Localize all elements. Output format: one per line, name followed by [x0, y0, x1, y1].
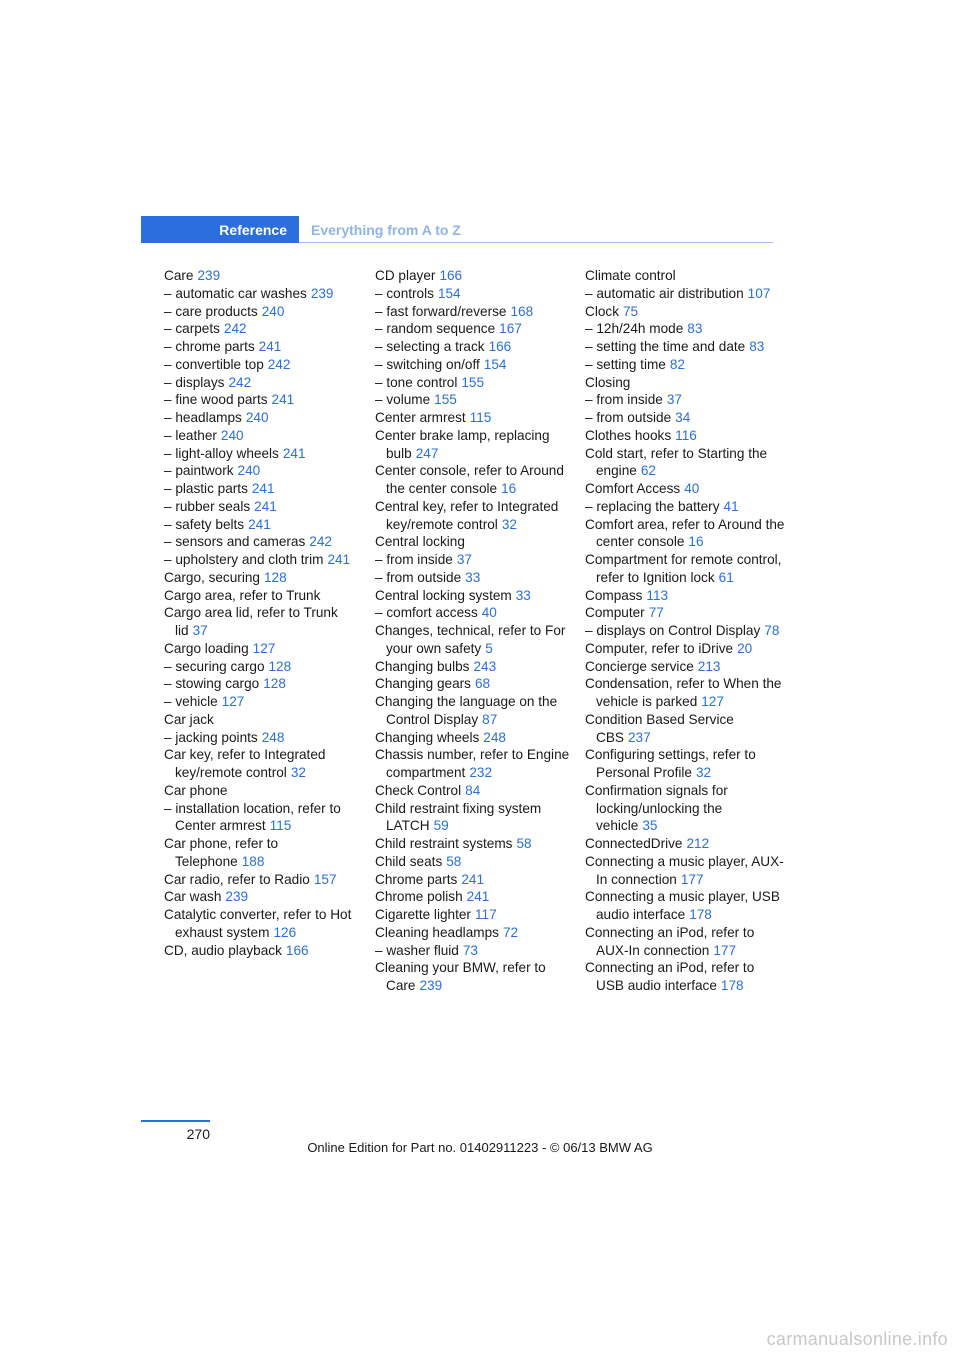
page-reference-link[interactable]: 77 — [648, 605, 664, 621]
page-reference-link[interactable]: 62 — [640, 463, 656, 479]
index-term: Child restraint fixing system LATCH — [375, 800, 542, 834]
page-reference-link[interactable]: 167 — [499, 321, 522, 337]
page-reference-link[interactable]: 232 — [469, 765, 493, 780]
index-entry — [375, 693, 575, 729]
index-entry — [375, 782, 575, 800]
page-reference-link[interactable]: 241 — [271, 392, 295, 408]
index-entry — [585, 516, 785, 552]
index-term: Car key, refer to Integrated key/remote control — [164, 747, 326, 780]
page-reference-link[interactable]: 168 — [510, 303, 534, 319]
page-reference-link[interactable]: 115 — [269, 818, 292, 834]
page-reference-link[interactable]: 107 — [747, 285, 771, 301]
page-reference-link[interactable]: 239 — [419, 978, 443, 993]
index-term: – comfort access — [375, 605, 478, 621]
index-term: – jacking points — [164, 729, 258, 745]
index-term: Center armrest — [375, 410, 466, 425]
index-term: – displays — [164, 374, 225, 390]
index-entry — [375, 320, 575, 338]
page-reference-link[interactable]: 68 — [474, 676, 491, 692]
page-reference-link[interactable]: 59 — [433, 818, 449, 834]
index-entry — [164, 267, 364, 285]
page-reference-link[interactable]: 237 — [627, 729, 651, 745]
index-term: Configuring settings, refer to Personal Profile — [585, 747, 756, 780]
index-entry — [375, 959, 575, 995]
index-entry — [375, 729, 575, 747]
index-entry — [585, 711, 785, 747]
index-term: Changes, technical, refer to For your own safety — [375, 623, 566, 656]
index-entry — [585, 445, 785, 481]
index-entry — [375, 303, 575, 321]
index-entry — [164, 711, 364, 729]
index-term: Car phone — [164, 782, 228, 798]
page-reference-link[interactable]: 127 — [701, 694, 724, 709]
index-entry — [375, 906, 575, 924]
index-term: Climate control — [585, 268, 676, 283]
index-entry — [375, 533, 575, 551]
index-term: Care — [164, 268, 194, 283]
page-reference-link[interactable]: 58 — [446, 853, 462, 869]
index-term: – installation location, refer to Center armrest — [164, 800, 341, 834]
index-entry — [164, 551, 364, 569]
index-term: – replacing the battery — [585, 498, 720, 514]
index-entry — [164, 462, 364, 480]
index-term: Closing — [585, 374, 631, 390]
page-reference-link[interactable]: 241 — [254, 498, 277, 514]
index-term: – safety belts — [164, 516, 245, 532]
index-entry — [375, 942, 575, 960]
page-reference-link[interactable]: 239 — [197, 268, 221, 283]
index-entry — [375, 409, 575, 427]
watermark: carmanualsonline.info — [766, 1329, 948, 1349]
page-reference-link[interactable]: 213 — [697, 658, 721, 674]
page-reference-link[interactable]: 243 — [473, 658, 497, 674]
index-entry — [375, 338, 575, 356]
index-term: Clothes hooks — [585, 427, 672, 443]
index-term: Cigarette lighter — [375, 907, 471, 922]
index-entry — [164, 356, 364, 374]
index-term: – controls — [375, 285, 434, 301]
index-term: Connecting a music player, AUX-In connection — [585, 853, 784, 887]
index-term: – automatic car washes — [164, 285, 307, 301]
page-reference-link[interactable]: 61 — [718, 569, 734, 585]
index-term: – stowing cargo — [164, 676, 260, 692]
page-number: 270 — [186, 1126, 210, 1142]
index-entry — [585, 356, 785, 374]
page-reference-link[interactable]: 40 — [684, 481, 700, 496]
index-term: – from outside — [585, 410, 672, 425]
index-term: Cleaning headlamps — [375, 924, 499, 940]
page-reference-link[interactable]: 41 — [723, 498, 739, 514]
index-term: Changing bulbs — [375, 658, 470, 674]
index-entry — [164, 906, 364, 942]
index-term: – chrome parts — [164, 339, 255, 354]
index-term: Changing gears — [375, 676, 471, 692]
index-entry — [164, 480, 364, 498]
index-term: Central locking — [375, 534, 465, 550]
page-reference-link[interactable]: 16 — [688, 534, 704, 550]
index-entry — [375, 853, 575, 871]
index-term: Car phone, refer to Telephone — [164, 836, 279, 869]
index-entry — [164, 374, 364, 392]
page-reference-link[interactable]: 178 — [720, 978, 744, 993]
page-reference-link[interactable]: 166 — [439, 268, 463, 283]
page-reference-link[interactable]: 75 — [623, 303, 639, 319]
index-term: Cargo area lid, refer to Trunk lid — [164, 605, 338, 638]
index-entry — [585, 374, 785, 392]
index-term: Child restraint systems — [375, 836, 513, 851]
index-entry — [585, 303, 785, 321]
index-term: Center console, refer to Around the center console — [375, 463, 564, 496]
index-term: – from inside — [585, 392, 663, 408]
index-entry — [585, 782, 785, 835]
page-reference-link[interactable]: 32 — [695, 765, 712, 780]
index-column-2 — [375, 267, 575, 995]
page-reference-link[interactable]: 240 — [220, 427, 244, 443]
index-entry — [375, 871, 575, 889]
index-term: Connecting an iPod, refer to AUX-In connection — [585, 924, 755, 958]
index-entry — [375, 462, 575, 498]
index-term: Condensation, refer to When the vehicle is parked — [585, 676, 782, 709]
page-reference-link[interactable]: 72 — [502, 924, 519, 940]
page-reference-link[interactable]: 239 — [225, 889, 249, 905]
index-term: Condition Based Service CBS — [585, 711, 734, 745]
page-reference-link[interactable]: 113 — [646, 587, 669, 603]
index-term: – automatic air distribution — [585, 285, 744, 301]
page-header — [141, 216, 773, 243]
page-reference-link[interactable]: 78 — [764, 623, 780, 638]
index-term: Catalytic converter, refer to Hot exhaust system — [164, 907, 352, 940]
page-reference-link[interactable]: 154 — [437, 285, 461, 301]
index-term: ConnectedDrive — [585, 836, 683, 851]
index-term: Comfort area, refer to Around the center console — [585, 516, 785, 550]
index-entry — [164, 640, 364, 658]
index-term: Compass — [585, 587, 643, 603]
index-entry — [375, 746, 575, 782]
index-entry — [164, 391, 364, 409]
index-entry — [164, 516, 364, 534]
page-reference-link[interactable]: 241 — [461, 871, 485, 887]
index-entry — [375, 498, 575, 534]
index-term: – washer fluid — [375, 942, 459, 958]
index-entry — [585, 391, 785, 409]
index-entry — [164, 835, 364, 871]
page-reference-link[interactable]: 34 — [675, 410, 691, 425]
index-entry — [375, 622, 575, 658]
page-reference-link[interactable]: 35 — [642, 818, 658, 834]
index-entry — [375, 800, 575, 836]
index-term: Connecting a music player, USB audio interface — [585, 889, 780, 922]
index-entry — [585, 480, 785, 498]
index-term: Clock — [585, 303, 619, 319]
index-entry — [585, 959, 785, 995]
page-reference-link[interactable]: 83 — [749, 339, 765, 354]
index-term: Cleaning your BMW, refer to Care — [375, 960, 546, 993]
index-entry — [375, 587, 575, 605]
index-entry — [164, 533, 364, 551]
index-term: – care products — [164, 303, 258, 319]
index-entry — [585, 498, 785, 516]
index-term: Car radio, refer to Radio — [164, 871, 310, 887]
index-term: Computer, refer to iDrive — [585, 640, 734, 656]
index-entry — [164, 942, 364, 960]
index-term: – carpets — [164, 321, 220, 337]
index-entry — [375, 569, 575, 587]
index-entry — [375, 267, 575, 285]
page-reference-link[interactable]: 116 — [675, 427, 697, 443]
index-entry — [375, 285, 575, 303]
page-reference-link[interactable]: 240 — [245, 410, 269, 425]
page-reference-link[interactable]: 157 — [313, 871, 337, 887]
index-entry — [585, 587, 785, 605]
index-entry — [375, 427, 575, 463]
index-term: – leather — [164, 427, 217, 443]
page-reference-link[interactable]: 178 — [689, 907, 712, 922]
index-entry — [164, 746, 364, 782]
index-term: Changing the language on the Control Display — [375, 694, 558, 727]
page-reference-link[interactable]: 128 — [263, 676, 286, 692]
index-term: – vehicle — [164, 694, 218, 709]
index-term: – displays on Control Display — [585, 623, 761, 638]
index-term: – fine wood parts — [164, 392, 268, 408]
page-reference-link[interactable]: 37 — [192, 623, 208, 638]
page-reference-link[interactable]: 33 — [465, 569, 481, 585]
page-reference-link[interactable]: 32 — [290, 765, 306, 780]
index-entry — [375, 391, 575, 409]
header-rule — [299, 242, 773, 243]
index-entry — [164, 427, 364, 445]
index-entry — [585, 924, 785, 960]
page-reference-link[interactable]: 83 — [687, 321, 703, 337]
index-term: – light-alloy wheels — [164, 445, 279, 461]
index-entry — [164, 800, 364, 836]
page-reference-link[interactable]: 241 — [282, 445, 306, 461]
index-entry — [375, 356, 575, 374]
page-reference-link[interactable]: 241 — [466, 889, 490, 905]
page-reference-link[interactable]: 117 — [474, 907, 497, 922]
page-reference-link[interactable]: 241 — [251, 481, 275, 496]
page-reference-link[interactable]: 188 — [241, 853, 265, 869]
index-entry — [375, 835, 575, 853]
page-reference-link[interactable]: 155 — [461, 374, 485, 390]
index-entry — [585, 267, 785, 285]
edition-notice: Online Edition for Part no. 01402911223 - © 06/13 BMW AG — [307, 1140, 653, 1155]
page-reference-link[interactable]: 177 — [713, 942, 737, 958]
index-entry — [585, 640, 785, 658]
index-term: – paintwork — [164, 463, 234, 479]
index-entry — [164, 569, 364, 587]
page-reference-link[interactable]: 247 — [415, 445, 439, 461]
page-reference-link[interactable]: 166 — [488, 339, 512, 354]
index-term: – upholstery and cloth trim — [164, 552, 324, 567]
index-term: Car jack — [164, 711, 214, 727]
page-reference-link[interactable]: 128 — [268, 658, 292, 674]
page-reference-link[interactable]: 37 — [666, 392, 682, 408]
index-entry — [164, 871, 364, 889]
page-reference-link[interactable]: 242 — [228, 374, 252, 390]
page-reference-link[interactable]: 127 — [252, 640, 276, 656]
index-term: Child seats — [375, 853, 443, 869]
page-reference-link[interactable]: 37 — [456, 552, 472, 567]
index-entry — [164, 303, 364, 321]
page-reference-link[interactable]: 127 — [221, 694, 245, 709]
index-term: Chrome parts — [375, 871, 458, 887]
index-entry — [164, 675, 364, 693]
index-term: Computer — [585, 605, 645, 621]
index-entry — [585, 551, 785, 587]
index-term: – sensors and cameras — [164, 534, 306, 550]
page-reference-link[interactable]: 115 — [469, 410, 492, 425]
index-term: CD, audio playback — [164, 942, 282, 958]
index-entry — [164, 445, 364, 463]
index-term: – fast forward/reverse — [375, 303, 507, 319]
index-entry — [375, 551, 575, 569]
index-term: – tone control — [375, 374, 458, 390]
page-reference-link[interactable]: 5 — [485, 640, 493, 656]
page-reference-link[interactable]: 240 — [261, 303, 285, 319]
index-entry — [585, 658, 785, 676]
index-entry — [585, 409, 785, 427]
index-term: Comfort Access — [585, 481, 681, 496]
index-entry — [375, 604, 575, 622]
index-term: Car wash — [164, 889, 222, 905]
index-entry — [164, 587, 364, 605]
index-entry — [585, 604, 785, 622]
index-entry — [585, 338, 785, 356]
page-reference-link[interactable]: 87 — [482, 711, 498, 727]
index-entry — [164, 285, 364, 303]
index-entry — [164, 409, 364, 427]
index-term: Changing wheels — [375, 729, 480, 745]
page-reference-link[interactable]: 248 — [483, 729, 506, 745]
index-column-1 — [164, 267, 364, 959]
index-term: Center brake lamp, replacing bulb — [375, 427, 550, 461]
index-entry — [375, 658, 575, 676]
index-entry — [585, 622, 785, 640]
index-term: Chassis number, refer to Engine compartment — [375, 747, 570, 780]
index-entry — [164, 658, 364, 676]
page-reference-link[interactable]: 40 — [481, 605, 497, 621]
index-term: – random sequence — [375, 321, 496, 337]
index-term: – convertible top — [164, 356, 264, 372]
page-reference-link[interactable]: 241 — [327, 552, 351, 567]
footer-rule — [141, 1120, 210, 1122]
page-reference-link[interactable]: 241 — [248, 516, 271, 532]
page-reference-link[interactable]: 155 — [434, 392, 457, 408]
page-reference-link[interactable]: 20 — [737, 640, 753, 656]
page-reference-link[interactable]: 126 — [273, 924, 297, 940]
index-term: Cargo area, refer to Trunk — [164, 587, 321, 603]
index-entry — [585, 427, 785, 445]
index-term: – plastic parts — [164, 481, 248, 496]
page-reference-link[interactable]: 84 — [465, 782, 481, 798]
page-reference-link[interactable]: 32 — [501, 516, 517, 532]
index-entry — [585, 746, 785, 782]
index-term: Central key, refer to Integrated key/remote control — [375, 498, 559, 532]
index-entry — [164, 729, 364, 747]
index-entry — [164, 693, 364, 711]
page-reference-link[interactable]: 241 — [258, 339, 282, 354]
index-term: – setting the time and date — [585, 339, 746, 354]
index-entry — [585, 888, 785, 924]
index-term: – selecting a track — [375, 339, 485, 354]
index-entry — [375, 675, 575, 693]
index-term: Connecting an iPod, refer to USB audio interface — [585, 960, 755, 993]
page-reference-link[interactable]: 33 — [515, 587, 531, 603]
index-entry — [585, 285, 785, 303]
subsection-title: Everything from A to Z — [311, 221, 461, 238]
section-tab: Reference — [141, 216, 299, 243]
index-term: Concierge service — [585, 658, 694, 674]
index-entry — [585, 835, 785, 853]
index-entry — [164, 782, 364, 800]
page-reference-link[interactable]: 82 — [669, 356, 685, 372]
index-column-3 — [585, 267, 785, 995]
index-term: – from inside — [375, 552, 453, 567]
index-entry — [164, 498, 364, 516]
page-reference-link[interactable]: 16 — [501, 481, 517, 496]
index-term: – rubber seals — [164, 498, 251, 514]
index-term: Compartment for remote control, refer to Ignition lock — [585, 552, 782, 585]
page-reference-link[interactable]: 58 — [516, 836, 532, 851]
index-term: Cold start, refer to Starting the engine — [585, 445, 768, 479]
index-entry — [164, 604, 364, 640]
index-term: Cargo, securing — [164, 569, 260, 585]
index-term: Confirmation signals for locking/unlocking the vehicle — [585, 782, 728, 834]
index-entry — [164, 338, 364, 356]
page-reference-link[interactable]: 177 — [680, 871, 704, 887]
index-entry — [164, 320, 364, 338]
index-term: – setting time — [585, 356, 666, 372]
page-reference-link[interactable]: 154 — [483, 356, 507, 372]
index-term: CD player — [375, 268, 436, 283]
page-reference-link[interactable]: 242 — [309, 534, 332, 550]
index-entry — [585, 675, 785, 711]
index-term: Chrome polish — [375, 889, 463, 905]
index-term: – volume — [375, 392, 431, 408]
page-reference-link[interactable]: 242 — [267, 356, 291, 372]
index-term: – headlamps — [164, 410, 242, 425]
page-reference-link[interactable]: 242 — [223, 321, 247, 337]
index-term: Central locking system — [375, 587, 512, 603]
index-term: Cargo loading — [164, 640, 249, 656]
page-reference-link[interactable]: 240 — [237, 463, 261, 479]
index-entry — [375, 888, 575, 906]
index-term: – securing cargo — [164, 658, 265, 674]
page-reference-link[interactable]: 128 — [263, 569, 287, 585]
page-reference-link[interactable]: 166 — [285, 942, 309, 958]
index-entry — [164, 888, 364, 906]
index-term: – switching on/off — [375, 356, 480, 372]
index-entry — [375, 924, 575, 942]
page-reference-link[interactable]: 212 — [686, 836, 710, 851]
index-entry — [585, 320, 785, 338]
page-reference-link[interactable]: 239 — [310, 285, 334, 301]
index-term: Check Control — [375, 782, 462, 798]
index-term: – 12h/24h mode — [585, 321, 684, 337]
page-reference-link[interactable]: 73 — [462, 942, 478, 958]
index-entry — [375, 374, 575, 392]
index-term: – from outside — [375, 569, 462, 585]
page-reference-link[interactable]: 248 — [261, 729, 285, 745]
index-entry — [585, 853, 785, 889]
